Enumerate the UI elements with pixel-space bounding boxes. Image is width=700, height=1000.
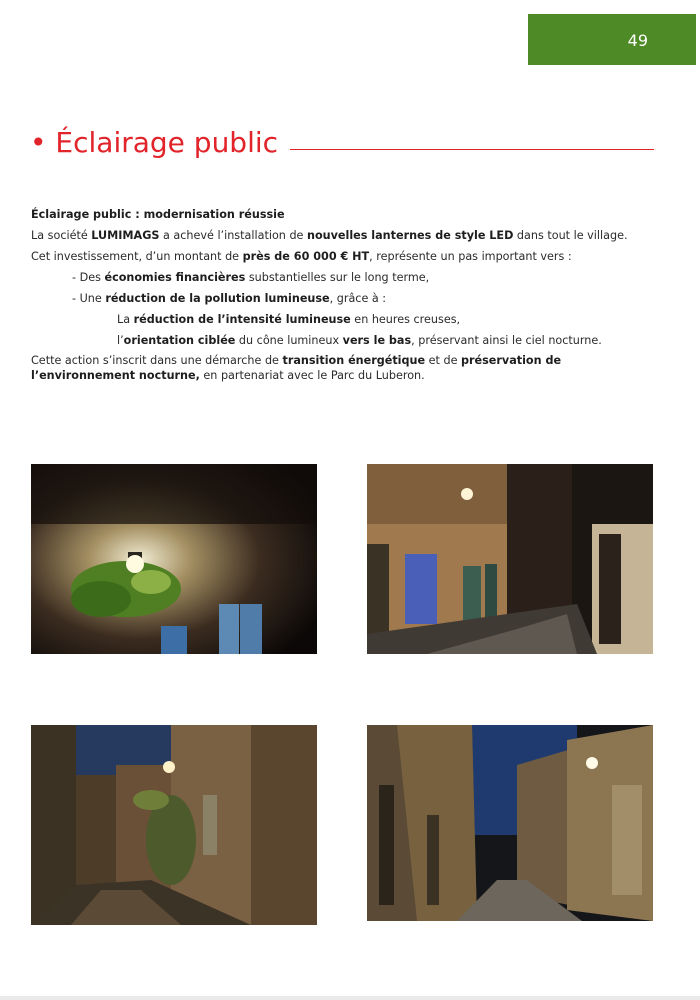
street-lantern-photo-3	[31, 725, 317, 925]
title-divider	[290, 149, 654, 150]
paragraph-conclusion: Cette action s’inscrit dans une démarche de transition énergétique et de préservation de l’environnement nocturne, en partenariat avec le Parc du Luberon.	[31, 354, 562, 382]
sub-bullet-orientation: l’orientation ciblée du cône lumineux vers le bas, préservant ainsi le ciel nocturne.	[117, 334, 602, 347]
section-title: • Éclairage public	[30, 126, 279, 159]
bullet-savings: - Des économies financières substantielles sur le long terme,	[72, 271, 430, 284]
street-lantern-photo-1	[31, 464, 317, 654]
article-body	[31, 204, 646, 383]
sub-bullet-intensity: La réduction de l’intensité lumineuse en heures creuses,	[117, 313, 461, 326]
page-number-badge	[528, 14, 696, 65]
section-header	[30, 126, 656, 166]
page-number: 49	[627, 31, 648, 50]
article-subtitle: Éclairage public : modernisation réussie	[31, 208, 285, 221]
bullet-pollution: - Une réduction de la pollution lumineuse, grâce à :	[72, 292, 387, 305]
street-lantern-photo-4	[367, 725, 653, 921]
street-lantern-photo-2	[367, 464, 653, 654]
page-bottom-border	[0, 996, 700, 1000]
paragraph-installation: La société LUMIMAGS a achevé l’installation de nouvelles lanternes de style LED dans tout le village.	[31, 229, 628, 242]
paragraph-investment: Cet investissement, d’un montant de près de 60 000 € HT, représente un pas important vers :	[31, 250, 572, 263]
